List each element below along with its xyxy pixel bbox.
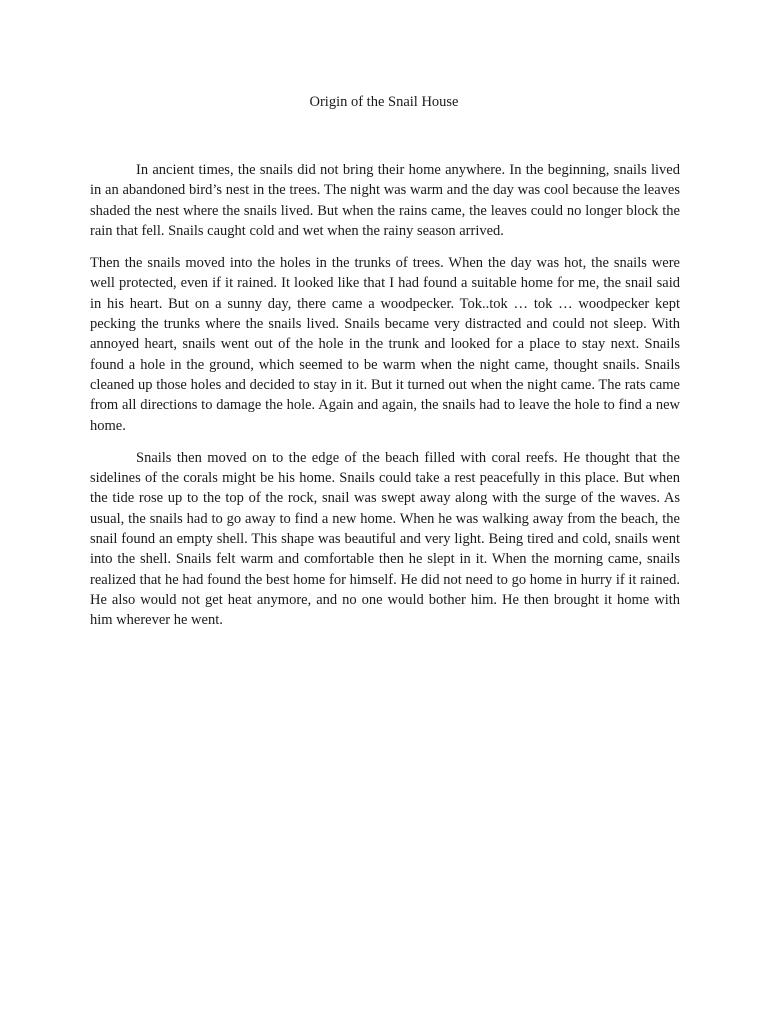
paragraph-3: Snails then moved on to the edge of the beach filled with coral reefs. He thought that the sidelines of the corals might be his home. Snails could take a rest peacefully in this place. But when the tide rose up to the top of the rock, snail was swept away along with the surge of the waves. As usual, the snails had to go away to find a new home. When he was walking away from the beach, the snail found an empty shell. This shape was beautiful and very light. Being tired and cold, snails went into the shell. Snails felt warm and comfortable then he slept in it. When the morning came, snails realized that he had found the best home for himself. He did not need to go home in hurry if it rained. He also would not get heat anymore, and no one would bother him. He then brought it home with him wherever he went. [90,449,680,629]
document-title: Origin of the Snail House [309,94,459,110]
document-body [90,160,680,643]
paragraph-2: Then the snails moved into the holes in the trunks of trees. When the day was hot, the snails were well protected, even if it rained. It looked like that I had found a suitable home for me, the snail said in his heart. But on a sunny day, there came a woodpecker. Tok..tok … tok … woodpecker kept pecking the trunks where the snails lived. Snails became very distracted and could not sleep. With annoyed heart, snails went out of the hole in the trunk and looked for a place to stay next. Snails found a hole in the ground, which seemed to be warm when the night came, thought snails. Snails cleaned up those holes and decided to stay in it. But it turned out when the night came. The rats came from all directions to damage the hole. Again and again, the snails had to leave the hole to find a new home. [90,255,680,434]
paragraph-1: In ancient times, the snails did not bring their home anywhere. In the beginning, snails lived in an abandoned bird’s nest in the trees. The night was warm and the day was cool because the leaves shaded the nest where the snails lived. But when the rains came, the leaves could no longer block the rain that fell. Snails caught cold and wet when the rainy season arrived. [90,162,680,239]
